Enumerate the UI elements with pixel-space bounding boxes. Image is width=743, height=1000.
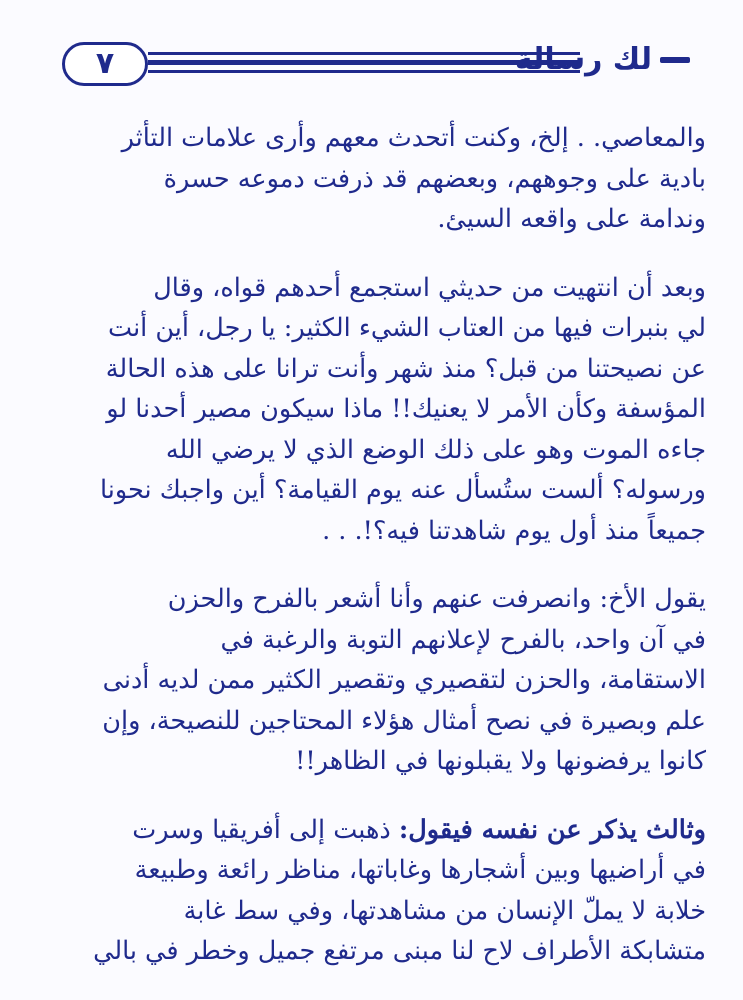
text-line-rest: ذهبت إلى أفريقيا وسرت [132, 814, 399, 845]
text-line: جميعاً منذ أول يوم شاهدتنا فيه؟!. . . [322, 515, 706, 546]
page-number: ٧ [95, 46, 115, 81]
text-line: خلابة لا يملّ الإنسان من مشاهدتها، وفي سط غابة [183, 895, 706, 926]
text-line [70, 810, 706, 851]
paragraph-4 [70, 810, 706, 972]
text-line: كانوا يرفضونها ولا يقبلونها في الظاهر!! [295, 746, 706, 776]
paragraph-2 [70, 268, 706, 552]
text-line: بادية على وجوههم، وبعضهم قد ذرفت دموعه حسرة [163, 163, 706, 194]
page-header [60, 38, 690, 96]
paragraph-3 [70, 579, 706, 782]
text-line: لي بنبرات فيها من العتاب الشيء الكثير: يا رجل، أين أنت [108, 313, 706, 343]
text-line: علم وبصيرة في نصح أمثال هؤلاء المحتاجين للنصيحة، وإن [102, 705, 706, 736]
header-dash [660, 57, 690, 63]
text-line: الاستقامة، والحزن لتقصيري وتقصير الكثير ممن لديه أدنى [102, 665, 706, 695]
text-line: والمعاصي. . إلخ، وكنت أتحدث معهم وأرى علامات التأثر [121, 123, 706, 153]
text-line: ورسوله؟ ألست ستُسأل عنه يوم القيامة؟ أين واجبك نحونا [100, 475, 706, 505]
body-text [70, 118, 706, 1000]
text-line: وبعد أن انتهيت من حديثي استجمع أحدهم قواه، وقال [153, 272, 706, 303]
page-number-badge [62, 42, 148, 86]
text-line: متشابكة الأطراف لاح لنا مبنى مرتفع جميل وخطر في بالي [93, 936, 706, 966]
paragraph-1 [70, 118, 706, 240]
text-line: وندامة على واقعه السيئ. [437, 204, 706, 234]
text-line: عن نصيحتنا من قبل؟ منذ شهر وأنت ترانا على هذه الحالة [105, 353, 706, 384]
text-line: في آن واحد، بالفرح لإعلانهم التوبة والرغبة في [220, 624, 706, 655]
text-line: في أراضيها وبين أشجارها وغاباتها، مناظر رائعة وطبيعة [134, 855, 706, 885]
text-line: يقول الأخ: وانصرفت عنهم وأنا أشعر بالفرح والحزن [167, 584, 706, 614]
text-line: المؤسفة وكأن الأمر لا يعنيك!! ماذا سيكون مصير أحدنا لو [106, 394, 706, 424]
paragraph-lead: وثالث يذكر عن نفسه فيقول: [398, 814, 706, 845]
header-title: لك رسالة [514, 42, 652, 77]
text-line: جاءه الموت وهو على ذلك الوضع الذي لا يرضي الله [165, 434, 706, 465]
